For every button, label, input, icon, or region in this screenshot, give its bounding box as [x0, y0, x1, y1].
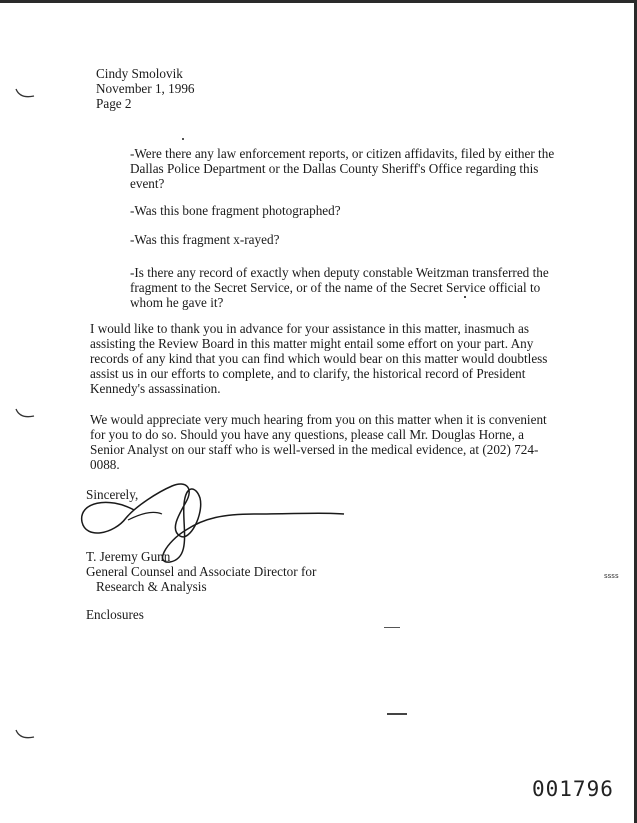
- question-line: -Is there any record of exactly when deputy constable Weitzman transferred the: [130, 265, 549, 280]
- scan-edge-top: [0, 0, 637, 3]
- punch-hole-mark: [14, 406, 36, 420]
- recipient-name: Cindy Smolovik: [96, 66, 183, 81]
- body-line: records of any kind that you can find which would bear on this matter would doubtless: [90, 351, 548, 366]
- punch-hole-mark: [14, 86, 36, 100]
- body-line: We would appreciate very much hearing from you on this matter when it is convenient: [90, 412, 547, 427]
- signer-name: T. Jeremy Gunn: [86, 549, 171, 564]
- body-line: 0088.: [90, 457, 120, 472]
- body-line: assisting the Review Board in this matter might entail some effort on your part. Any: [90, 336, 534, 351]
- punch-hole-mark: [14, 727, 36, 741]
- signer-title: General Counsel and Associate Director for: [86, 564, 317, 579]
- question-line: Dallas Police Department or the Dallas County Sheriff's Office regarding this: [130, 161, 539, 176]
- scan-speck: [387, 713, 407, 715]
- document-number: 001796: [532, 777, 614, 801]
- scan-speck: [182, 138, 184, 140]
- signer-title: Research & Analysis: [96, 579, 207, 594]
- body-line: Senior Analyst on our staff who is well-versed in the medical evidence, at (202) 724-: [90, 442, 539, 457]
- body-line: I would like to thank you in advance for your assistance in this matter, inasmuch as: [90, 321, 529, 336]
- question-line: event?: [130, 176, 165, 191]
- body-line: Kennedy's assassination.: [90, 381, 221, 396]
- body-line: assist us in our efforts to complete, and to clarify, the historical record of President: [90, 366, 526, 381]
- question-line: -Were there any law enforcement reports, or citizen affidavits, filed by either the: [130, 146, 555, 161]
- scan-speck: [464, 296, 466, 298]
- question-line: whom he gave it?: [130, 295, 224, 310]
- question-line: -Was this bone fragment photographed?: [130, 203, 341, 218]
- letter-date: November 1, 1996: [96, 81, 195, 96]
- enclosures-note: Enclosures: [86, 607, 144, 622]
- question-line: fragment to the Secret Service, or of the name of the Secret Service official to: [130, 280, 541, 295]
- question-line: -Was this fragment x-rayed?: [130, 232, 280, 247]
- page-number: Page 2: [96, 96, 132, 111]
- body-line: for you to do so. Should you have any questions, please call Mr. Douglas Horne, a: [90, 427, 525, 442]
- salutation: Sincerely,: [86, 487, 139, 502]
- scan-speck: [384, 627, 400, 628]
- margin-mark: ssss: [604, 572, 619, 580]
